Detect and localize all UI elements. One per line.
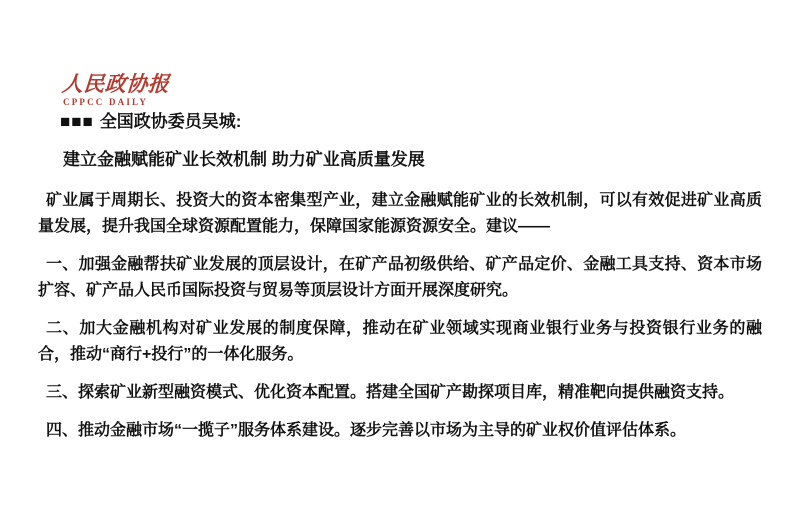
- newspaper-logo: 人民政协报: [61, 71, 171, 96]
- article-paragraph: 四、推动金融市场“一揽子”服务体系建设。逐步完善以市场为主导的矿业权价值评估体系。: [46, 422, 687, 439]
- article-paragraph: 三、探索矿业新型融资模式、优化资本配置。搭建全国矿产勘探项目库，精准靶向提供融资支持。: [46, 384, 735, 401]
- masthead: [61, 72, 169, 108]
- article-paragraph: 一、加强金融帮扶矿业发展的顶层设计，在矿产品初级供给、矿产品定价、金融工具支持、资本市场扩容、矿产品人民币国际投资与贸易等顶层设计方面开展深度研究。: [38, 256, 762, 299]
- article-title: 建立金融赋能矿业长效机制 助力矿业高质量发展: [63, 150, 425, 169]
- byline-text: 全国政协委员吴城:: [99, 112, 242, 131]
- article-paragraph: 二、加大金融机构对矿业发展的制度保障，推动在矿业领域实现商业银行业务与投资银行业务的融合，推动“商行+投行”的一体化服务。: [38, 320, 762, 363]
- byline: [38, 112, 762, 132]
- newspaper-logo-subtitle: CPPCC DAILY: [63, 97, 149, 107]
- article-paragraph: 矿业属于周期长、投资大的资本密集型产业，建立金融赋能矿业的长效机制，可以有效促进矿业高质量发展，提升我国全球资源配置能力，保障国家能源资源安全。建议——: [38, 192, 762, 235]
- article-body: [38, 112, 762, 444]
- byline-bullets-icon: ■■■: [60, 112, 94, 131]
